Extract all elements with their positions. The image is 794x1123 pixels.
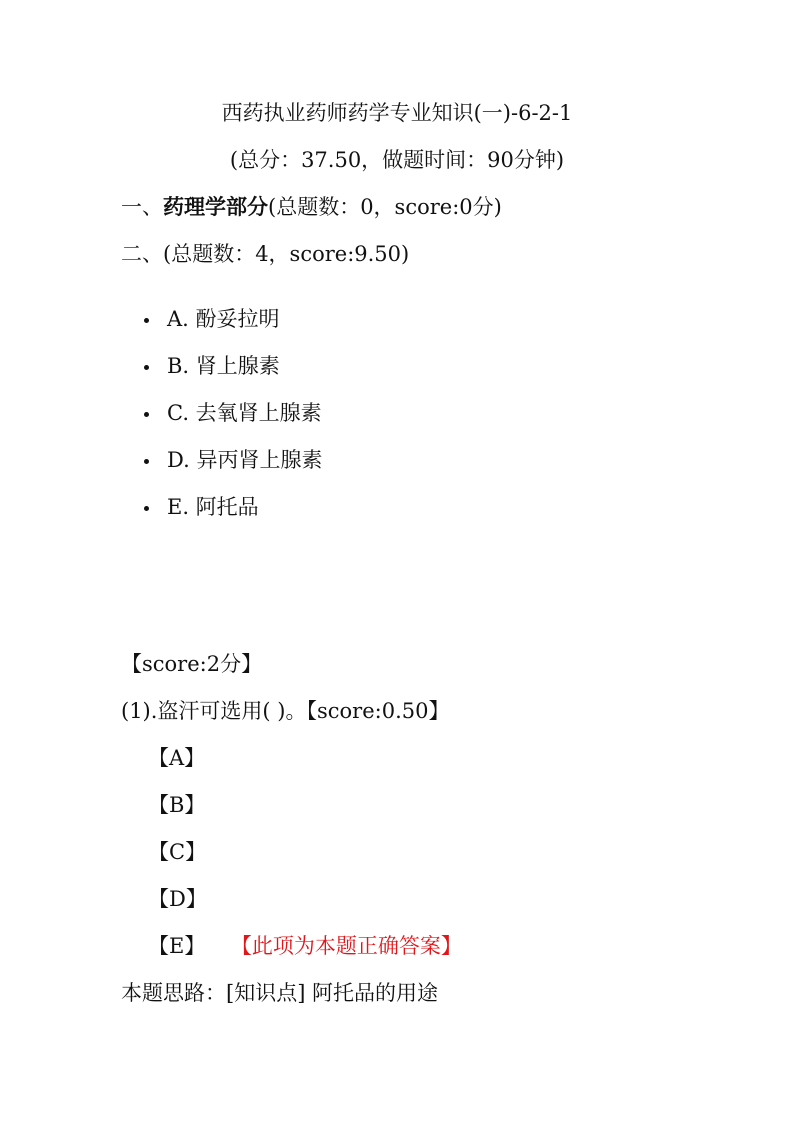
list-item: [140, 352, 322, 399]
option-list: [140, 305, 322, 540]
option-text: A. 酚妥拉明: [167, 307, 280, 331]
section-heading-1: [121, 193, 502, 221]
section-prefix: 一、: [121, 195, 163, 219]
section-summary: (总题数：4，score:9.50): [163, 242, 410, 266]
bullet-icon: [144, 459, 149, 464]
list-item: [140, 305, 322, 352]
section-summary: (总题数：0，score:0分): [268, 195, 502, 219]
answer-choice-c: 【C】: [148, 840, 207, 864]
option-text: B. 肾上腺素: [167, 354, 280, 378]
explanation-text: 本题思路：[知识点] 阿托品的用途: [121, 981, 439, 1005]
answer-choice-label: 【E】: [148, 934, 206, 958]
bullet-icon: [144, 506, 149, 511]
answer-choice-a: 【A】: [148, 746, 206, 770]
question-text: (1).盗汗可选用( )。【score:0.50】: [121, 699, 450, 723]
answer-choice-e: [148, 932, 462, 960]
correct-answer-marker: 【此项为本题正确答案】: [241, 934, 462, 958]
answer-choice-b: 【B】: [148, 793, 206, 817]
option-text: E. 阿托品: [167, 495, 259, 519]
option-text: D. 异丙肾上腺素: [167, 448, 323, 472]
answer-choice-d: 【D】: [148, 887, 207, 911]
bullet-icon: [144, 365, 149, 370]
list-item: [140, 493, 322, 540]
bullet-icon: [144, 318, 149, 323]
group-score: 【score:2分】: [121, 652, 263, 676]
option-text: C. 去氧肾上腺素: [167, 401, 322, 425]
list-item: [140, 399, 322, 446]
list-item: [140, 446, 322, 493]
document-title: 西药执业药师药学专业知识(一)-6-2-1: [221, 101, 573, 125]
section-prefix: 二、: [121, 242, 163, 266]
section-heading-2: [121, 240, 409, 268]
document-subtitle: (总分：37.50，做题时间：90分钟): [229, 148, 565, 172]
bullet-icon: [144, 412, 149, 417]
section-name: 药理学部分: [163, 194, 268, 219]
